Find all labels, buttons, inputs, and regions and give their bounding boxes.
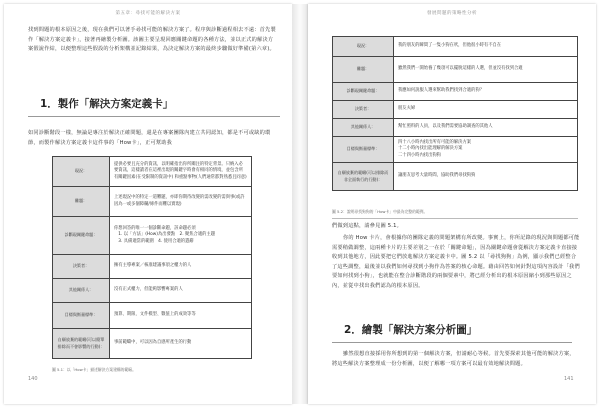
card-content: 我的朋友的瞬間了一隻小狗在吠，但他很小時有不自在 <box>394 37 578 57</box>
card-content: 你想回答的唯一一個診斷命題，該命題必須 1. 以「方法」(How)為出發點 2. 聚焦合適的主題 3. 具備適當的範圍 4. 使用合適的遣辭 <box>110 217 252 255</box>
card-label: 目標與衡量標準： <box>333 137 394 163</box>
page-number: 140 <box>28 376 38 382</box>
card-content: 四十八小時內找出所有可能的解決方案 十二小時內找出能理解的解決方案 二十四小時內找出狗狗 <box>394 137 578 163</box>
section-rule <box>28 116 280 117</box>
card-content: 朋友夫婦 <box>394 101 578 119</box>
caption-rule <box>332 218 578 219</box>
card-label: 診斷現關鍵命題： <box>333 83 394 101</box>
card-row-stakeholders <box>333 119 578 137</box>
card-label: 診斷現關鍵命題： <box>53 217 110 255</box>
card-row-key-question <box>333 83 578 101</box>
card-row-out-of-scope <box>333 163 578 191</box>
card-label: 其他關係人： <box>53 279 110 303</box>
card-content: 我應如何說服人選來幫助我們找到合適的狗？ <box>394 83 578 101</box>
card-row-decision-maker <box>333 101 578 119</box>
card-content: 上述現況中的特定一道難題，亦即你期待改變的需改變的需與事(或許因為一或多個障礙/條件而難以實現) <box>110 187 252 217</box>
figure-caption: 圖 5.1：以「How卡」描述解決方案建構的範疇。 <box>52 367 136 372</box>
card-row-situation <box>333 37 578 57</box>
card-content: 提供必要且充分的資訊，以明確指出你所關注的特定背景。只納入必要資訊，這樣讀者在這裡出現的關鍵字時會有相同的情境，並包含所有關鍵因素(在受限制的資訊中) 和重點事物(人們通常都對熟悉且同意) <box>110 157 252 187</box>
card-label: 自願放棄的範疇(可以簡單排除而不會影響的行動)： <box>53 329 110 359</box>
card-content: 幫忙照料的人員，以及我們需要協助調查的其他人 <box>394 119 578 137</box>
solution-definition-card <box>52 156 252 359</box>
card-label: 難題： <box>53 187 110 217</box>
card-label: 現況： <box>53 157 110 187</box>
card-row-situation <box>53 157 252 187</box>
body-paragraph: 你的 How 卡片，會根據你的團隊定義的問題架構有所改變。事實上，你所記錄的現況與問題都可能需要稍做調整，這兩種卡片的主要差別之一在於「關鍵命題」，因為關鍵命題會從解決方案定義卡直接接收到其他地方，因此要把它們放進解決方案定義卡中。圖 5.2 以「尋找狗狗」為例，顯示我們已經整合了這些調整，最後並以我們如何尋找到小狗作為答案的核心命題。藉由回答如何針對這項內容設計「我們要如何找到小狗」，也就能在整合診斷階段的兩個要素中，將已經分析出的根本原因縮小到那些原因之內，並從中找出我們認為的根本原因。 <box>332 235 580 289</box>
intro-paragraph: 找到問題的根本原因之後，現在我們可以著手尋找可能的解決方案了。程序與診斷過程相去不遠：首先製作「解決方案定義卡」，接著再繪製分析圖。該圖主要呈現回應關鍵命題的各種方法，並以正式的解決方案假說作結，以便整理這些假設的分析架構並記錄結果，為決定解決方案的最終步驟做好準備(第六章)。 <box>28 27 276 53</box>
page-number: 141 <box>564 376 574 382</box>
card-label: 目標與衡量標準： <box>53 303 110 329</box>
card-row-decision-maker <box>53 255 252 279</box>
running-head: 第五章：尋找可能的解決方案 <box>115 11 181 16</box>
figure-caption: 圖 5.2：說明尋找狗狗的「How卡」中最為完整的範例。 <box>332 209 428 214</box>
card-row-stakeholders <box>53 279 252 303</box>
card-content: 事前範疇中，可以因為自感所產生的行動 <box>110 329 252 359</box>
book-gutter <box>292 4 308 404</box>
card-content: 雖然我們一開始養了幾項可以擺脫這樣的人選，但並沒有找到合適 <box>394 57 578 83</box>
continued-paragraph: 們做到這點，請參見圖 5.1。 <box>332 223 402 229</box>
card-content: 沒有正式權力，但能夠影響專案的人 <box>110 279 252 303</box>
card-label: 難題： <box>333 57 394 83</box>
section-title: 1．製作「解決方案定義卡」 <box>40 98 174 110</box>
card-row-goals <box>53 303 252 329</box>
card-content: 擁有主導專案／核准建議事項之權力的人 <box>110 255 252 279</box>
left-page <box>4 4 292 404</box>
card-label: 自願放棄的範疇(可以排除而非全面執行的行動)： <box>333 163 394 191</box>
card-content: 讓朋友思考大量時間，協助我們尋找狗狗 <box>394 163 578 191</box>
card-content: 預算、期限、文件模型、數值上的成效等等 <box>110 303 252 329</box>
card-row-goals <box>333 137 578 163</box>
example-definition-card <box>332 36 578 191</box>
section-title: 2．繪製「解決方案分析圖」 <box>344 324 478 336</box>
card-label: 其他關係人： <box>333 119 394 137</box>
section-paragraph: 如同診斷階段一樣，無論是專注於解決正確問題，還是在專案團隊內建立共同認知，都是不可或缺的環節，而製作解決方案定義卡這件事的「How卡」，正可幫助我 <box>28 130 271 146</box>
card-row-complication <box>333 57 578 83</box>
running-head: 發展問題的策略性分析 <box>427 11 477 16</box>
card-label: 決策者： <box>53 255 110 279</box>
card-row-out-of-scope <box>53 329 252 359</box>
card-label: 決策者： <box>333 101 394 119</box>
section-paragraph: 雖然很想直接採用你所想到的第一個解決方案，但請耐心等候。首先要探索其他可能的解決方案，將這些解決方案整理成一份分析圖，以便了解哪一項方案可以最有效地解決問題。 <box>332 351 575 367</box>
card-row-complication <box>53 187 252 217</box>
card-row-key-question <box>53 217 252 255</box>
section-rule <box>332 342 572 343</box>
right-page <box>308 4 596 404</box>
card-label: 現況： <box>333 37 394 57</box>
